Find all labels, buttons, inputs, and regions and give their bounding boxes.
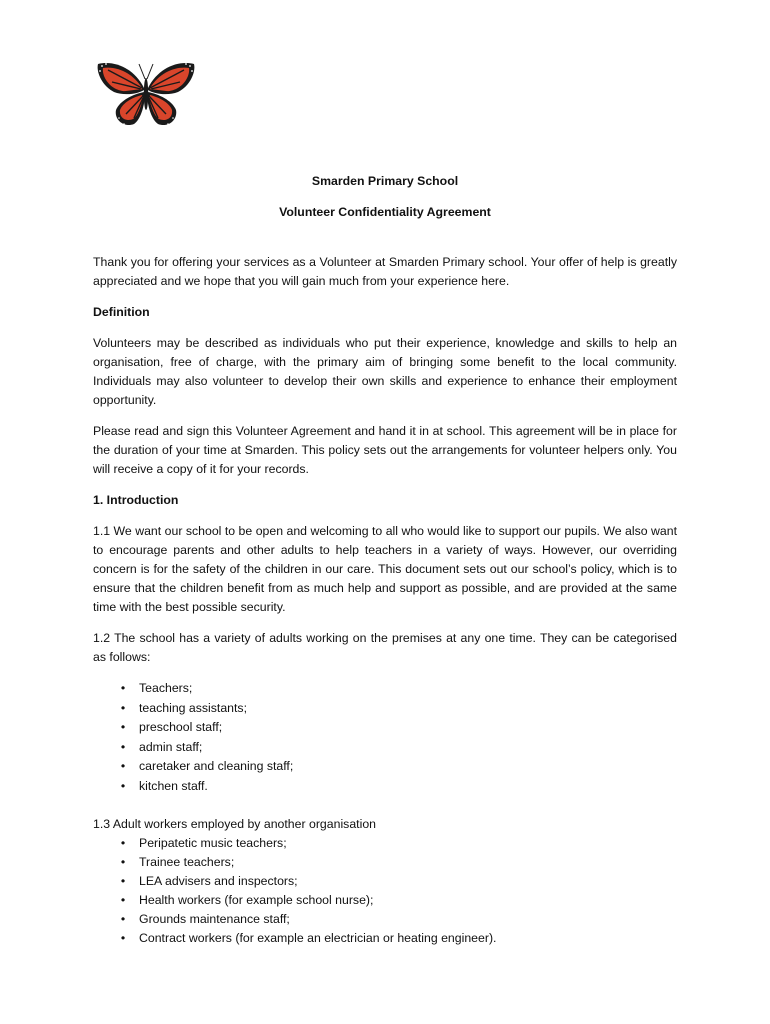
list-item: • Teachers;	[93, 679, 677, 699]
list-item: • admin staff;	[93, 738, 677, 758]
bullet-icon: •	[120, 854, 126, 869]
bullet-icon: •	[120, 835, 126, 850]
document-body	[93, 172, 677, 948]
bullet-icon: •	[120, 681, 126, 695]
bullet-icon: •	[120, 911, 126, 926]
please-read-paragraph: Please read and sign this Volunteer Agreement and hand it in at school. This agreement will be in place for the duration of your time at Smarden. This policy sets out the arrangements for volunteer helpers only. You will receive a copy of it for your records.	[93, 424, 677, 476]
list-item: • preschool staff;	[93, 718, 677, 738]
list-item: • kitchen staff.	[93, 777, 677, 797]
list-item: • Health workers (for example school nurse);	[93, 891, 677, 910]
butterfly-logo-icon	[94, 58, 198, 130]
bullet-icon: •	[120, 930, 126, 945]
list-item: • caretaker and cleaning staff;	[93, 757, 677, 777]
section-1-3-heading: 1.3 Adult workers employed by another organisation	[93, 816, 376, 831]
section-1-1-paragraph: 1.1 We want our school to be open and welcoming to all who would like to support our pupils. We also want to encourage parents and other adults to help teachers in a variety of ways. However, our overriding concern is for the safety of the children in our care. This document sets out our school’s policy, which is to ensure that the children benefit from as much help and support as possible, and are provided at the same time with the best possible security.	[93, 524, 677, 614]
bullet-icon: •	[120, 759, 126, 774]
bullet-icon: •	[120, 720, 126, 735]
agreement-title: Volunteer Confidentiality Agreement	[279, 205, 491, 219]
list-item: • Grounds maintenance staff;	[93, 910, 677, 929]
intro-paragraph: Thank you for offering your services as a Volunteer at Smarden Primary school. Your offer of help is greatly appreciated and we hope that you will gain much from your experience here.	[93, 255, 677, 288]
bullet-icon: •	[120, 873, 126, 888]
list-item: • teaching assistants;	[93, 699, 677, 719]
external-workers-list	[93, 834, 677, 948]
bullet-icon: •	[120, 892, 126, 907]
definition-heading: Definition	[93, 305, 150, 319]
section-1-2-paragraph: 1.2 The school has a variety of adults working on the premises at any one time. They can be categorised as follows:	[93, 631, 677, 664]
list-item: • LEA advisers and inspectors;	[93, 872, 677, 891]
staff-list	[93, 679, 677, 797]
bullet-icon: •	[120, 700, 126, 715]
definition-paragraph: Volunteers may be described as individuals who put their experience, knowledge and skills to help an organisation, free of charge, with the primary aim of bringing some benefit to the local community. Individuals may also volunteer to develop their own skills and experience to enhance their employment opportunity.	[93, 336, 677, 407]
list-item: • Contract workers (for example an electrician or heating engineer).	[93, 929, 677, 948]
bullet-icon: •	[120, 739, 126, 754]
introduction-heading: 1. Introduction	[93, 493, 179, 507]
bullet-icon: •	[120, 778, 126, 793]
list-item: • Peripatetic music teachers;	[93, 834, 677, 853]
list-item: • Trainee teachers;	[93, 853, 677, 872]
school-name: Smarden Primary School	[311, 174, 459, 188]
